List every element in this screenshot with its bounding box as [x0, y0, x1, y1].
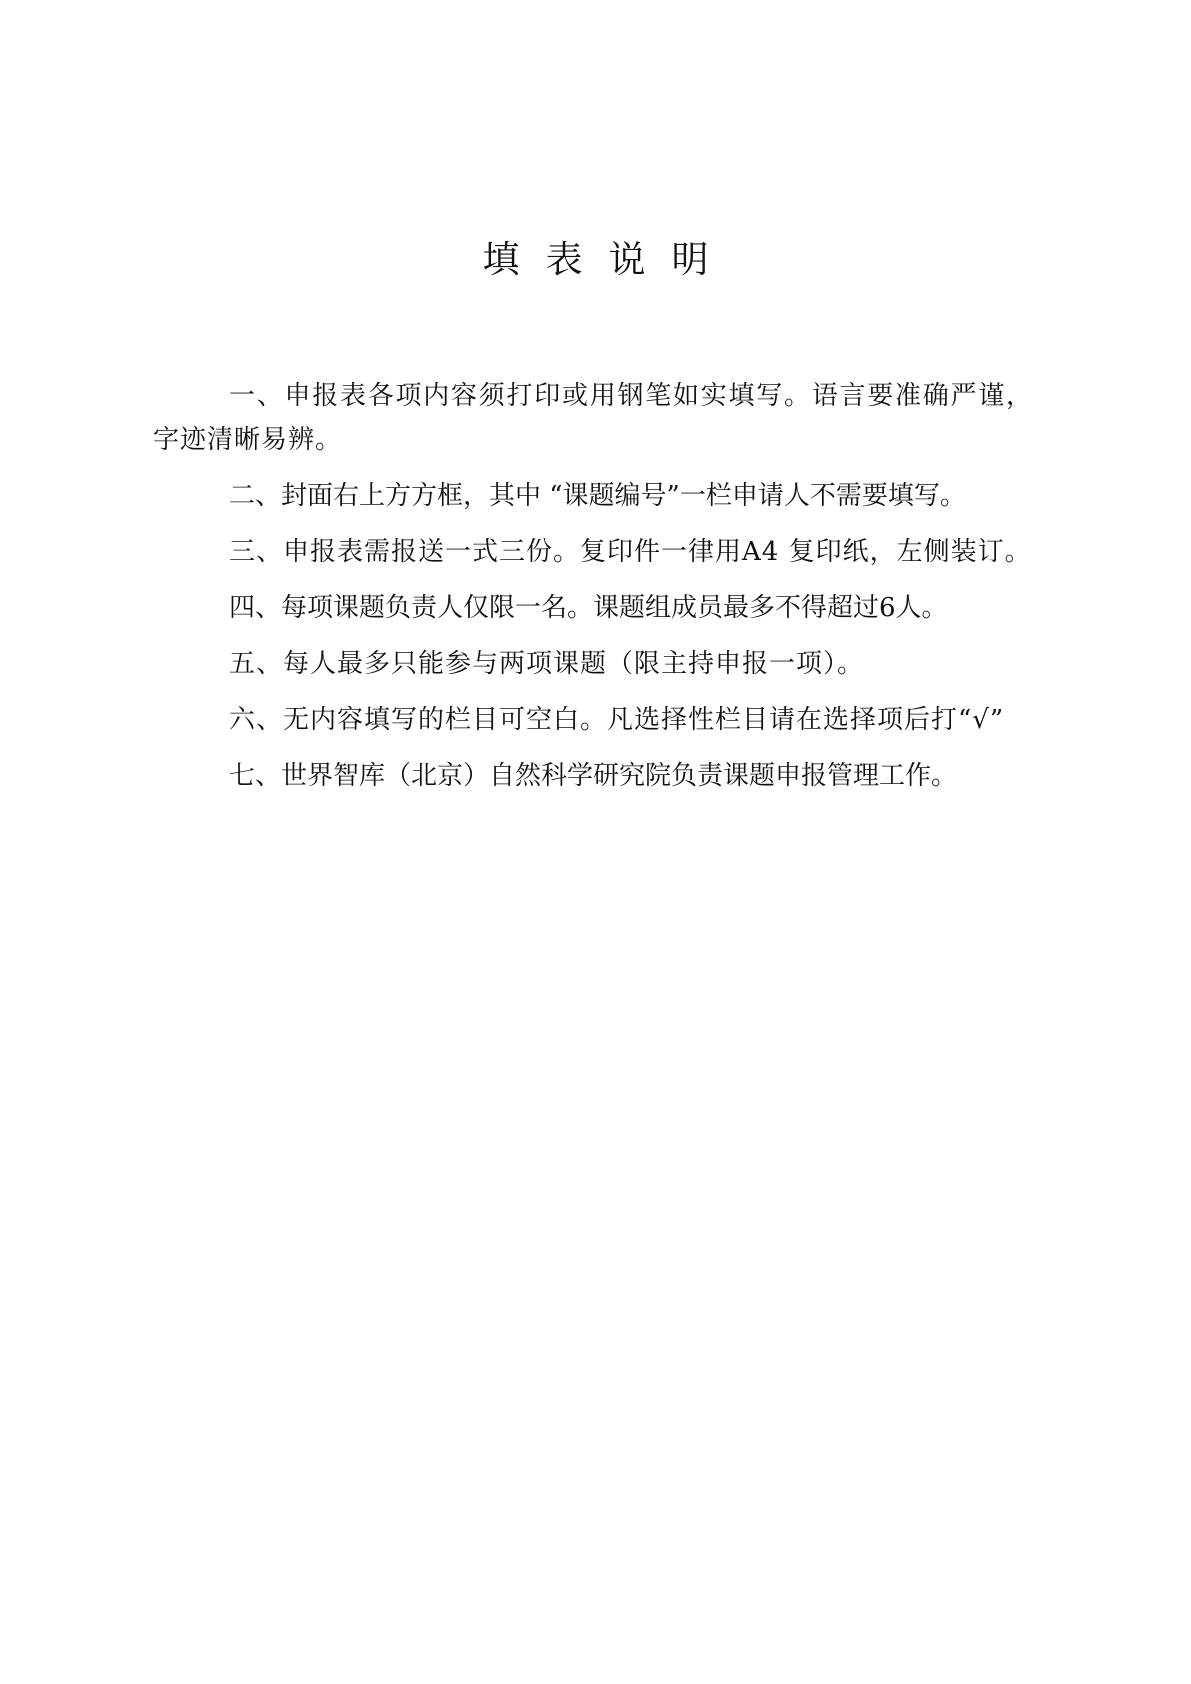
instruction-item-6: 六、无内容填写的栏目可空白。凡选择性栏目请在选择项后打“√” [229, 705, 1005, 735]
instruction-item-3: 三、申报表需报送一式三份。复印件一律用A4 复印纸，左侧装订。 [229, 537, 1032, 567]
instruction-item-4: 四、每项课题负责人仅限一名。课题组成员最多不得超过6人。 [229, 593, 948, 623]
instructions-list [153, 374, 1033, 810]
instruction-item-2: 二、封面右上方方框，其中 “课题编号”一栏申请人不需要填写。 [229, 481, 966, 511]
instruction-item-5: 五、每人最多只能参与两项课题（限主持申报一项）。 [229, 649, 865, 679]
page-title: 填表说明 [482, 238, 735, 281]
instruction-item-7: 七、世界智库（北京）自然科学研究院负责课题申报管理工作。 [229, 761, 958, 791]
instruction-item-1: 一、申报表各项内容须打印或用钢笔如实填写。语言要准确严谨，字迹清晰易辨。 [153, 381, 1033, 455]
